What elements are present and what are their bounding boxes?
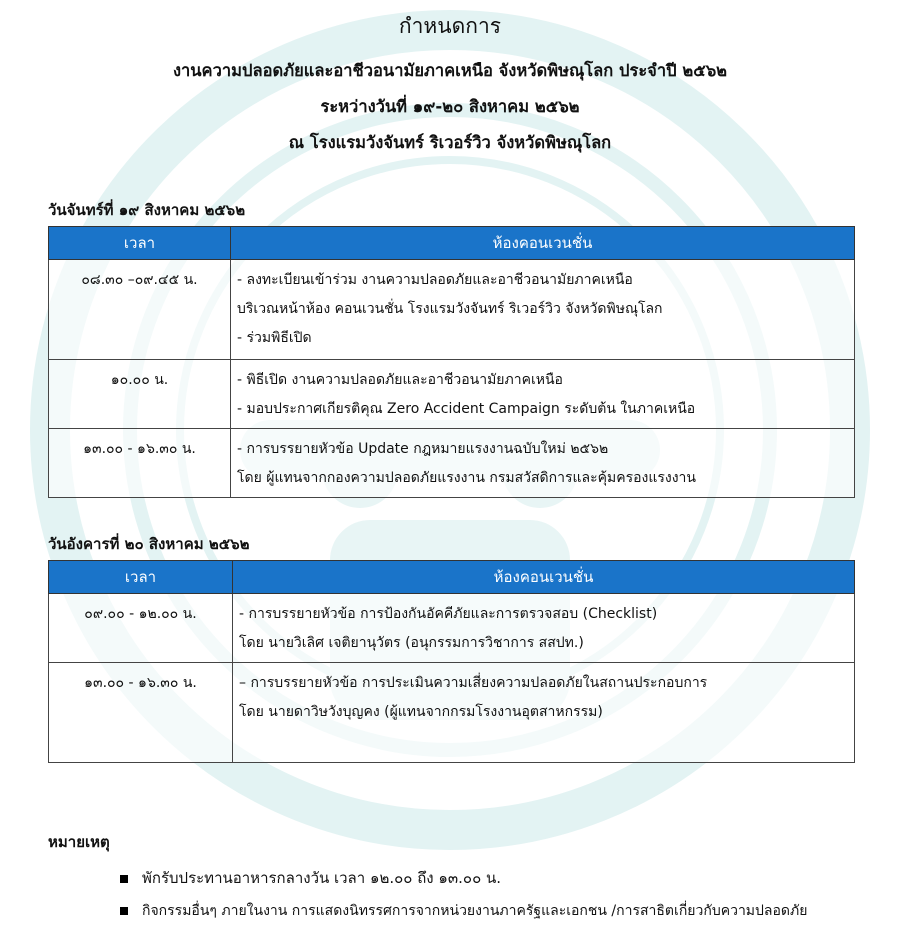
table-row	[49, 663, 855, 763]
event-venue: ณ โรงแรมวังจันทร์ ริเวอร์วิว จังหวัดพิษณุโลก	[288, 133, 612, 152]
event-dates: ระหว่างวันที่ ๑๙-๒๐ สิงหาคม ๒๕๖๒	[320, 97, 580, 116]
row-time: ๐๙.๐๐ - ๑๒.๐๐ น.	[49, 594, 233, 663]
detail-line: บริเวณหน้าห้อง คอนเวนชั่น โรงแรมวังจันทร์ ริเวอร์วิว จังหวัดพิษณุโลก	[237, 301, 663, 317]
note-item: พักรับประทานอาหารกลางวัน เวลา ๑๒.๐๐ ถึง ๑๓.๐๐ น.	[120, 866, 501, 890]
col-time-header: เวลา	[49, 227, 231, 260]
row-details	[231, 260, 855, 360]
detail-line: โดย ผู้แทนจากกองความปลอดภัยแรงงาน กรมสวัสดิการและคุ้มครองแรงงาน	[237, 470, 696, 486]
row-time: ๑๓.๐๐ - ๑๖.๓๐ น.	[49, 429, 231, 498]
detail-line: - ลงทะเบียนเข้าร่วม งานความปลอดภัยและอาชีวอนามัยภาคเหนือ	[237, 272, 633, 288]
doc-title: กำหนดการ	[398, 14, 502, 38]
table-header-row	[49, 561, 855, 594]
day2-schedule-table	[48, 560, 855, 763]
square-bullet-icon	[120, 907, 128, 915]
event-title: งานความปลอดภัยและอาชีวอนามัยภาคเหนือ จังหวัดพิษณุโลก ประจำปี ๒๕๖๒	[172, 61, 728, 80]
detail-line: - การบรรยายหัวข้อ Update กฎหมายแรงงานฉบับใหม่ ๒๕๖๒	[237, 441, 609, 457]
row-time: ๐๘.๓๐ –๐๙.๔๕ น.	[49, 260, 231, 360]
table-row	[49, 429, 855, 498]
col-room-header: ห้องคอนเวนชั่น	[231, 227, 855, 260]
row-time: ๑๓.๐๐ - ๑๖.๓๐ น.	[49, 663, 233, 763]
detail-line: - ร่วมพิธีเปิด	[237, 330, 312, 346]
detail-line: โดย นายดาวิษวังบุญคง (ผู้แทนจากกรมโรงงานอุตสาหกรรม)	[239, 704, 603, 720]
detail-line: - การบรรยายหัวข้อ การป้องกันอัคคีภัยและการตรวจสอบ (Checklist)	[239, 606, 658, 622]
row-details	[231, 360, 855, 429]
table-row	[49, 360, 855, 429]
table-row	[49, 594, 855, 663]
table-header-row	[49, 227, 855, 260]
detail-line: - พิธีเปิด งานความปลอดภัยและอาชีวอนามัยภาคเหนือ	[237, 372, 563, 388]
day1-schedule-table	[48, 226, 855, 498]
detail-line: โดย นายวิเลิศ เจติยานุวัตร (อนุกรรมการวิชาการ สสปท.)	[239, 635, 584, 651]
table-row	[49, 260, 855, 360]
detail-line: – การบรรยายหัวข้อ การประเมินความเสี่ยงความปลอดภัยในสถานประกอบการ	[239, 675, 708, 691]
row-details	[233, 594, 855, 663]
day1-title: วันจันทร์ที่ ๑๙ สิงหาคม ๒๕๖๒	[48, 201, 246, 219]
col-time-header: เวลา	[49, 561, 233, 594]
row-details	[231, 429, 855, 498]
row-time: ๑๐.๐๐ น.	[49, 360, 231, 429]
note-item: กิจกรรมอื่นๆ ภายในงาน การแสดงนิทรรศการจากหน่วยงานภาครัฐและเอกชน /การสาธิตเกี่ยวกับความปลอดภัย	[120, 900, 807, 922]
col-room-header: ห้องคอนเวนชั่น	[233, 561, 855, 594]
square-bullet-icon	[120, 875, 128, 883]
notes-title: หมายเหตุ	[48, 833, 110, 851]
day2-title: วันอังคารที่ ๒๐ สิงหาคม ๒๕๖๒	[48, 535, 250, 553]
row-details	[233, 663, 855, 763]
detail-line: - มอบประกาศเกียรติคุณ Zero Accident Campaign ระดับต้น ในภาคเหนือ	[237, 401, 696, 417]
